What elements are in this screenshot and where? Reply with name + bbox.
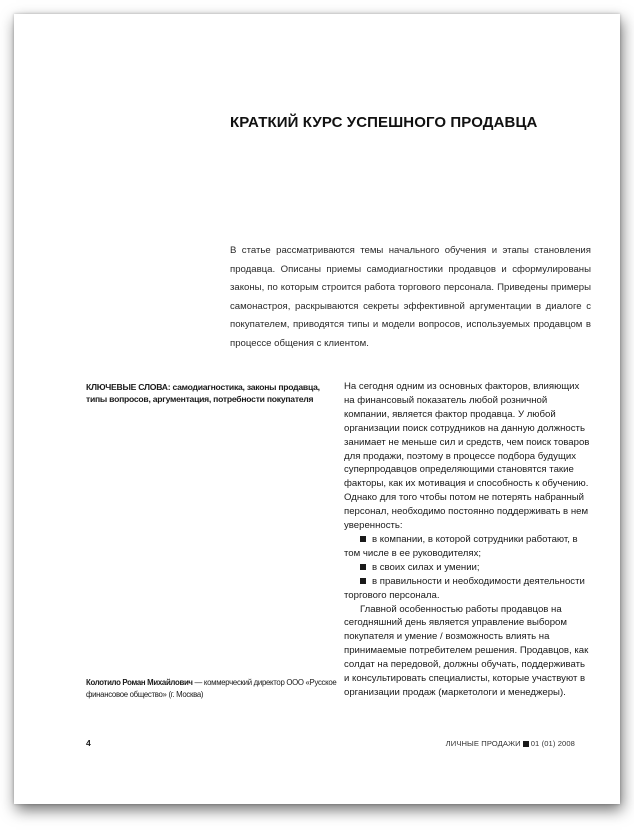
list-item-text: в правильности и необходимости деятельности торгового персонала. [344,575,585,601]
square-separator-icon [523,741,529,747]
list-item [344,561,592,575]
author-role: — коммерческий директор ООО «Русское финансовое общество» (г. Москва) [86,678,337,699]
square-bullet-icon [360,578,366,584]
list-item-text: в своих силах и умении; [372,561,480,573]
keywords: КЛЮЧЕВЫЕ СЛОВА: самодиагностика, законы продавца, типы вопросов, аргументация, потребности покупателя [86,382,320,404]
list-item-text: в компании, в которой сотрудники работают, в том числе в ее руководителях; [344,533,578,559]
article-title: КРАТКИЙ КУРС УСПЕШНОГО ПРОДАВЦА [230,114,538,131]
list-item [344,533,592,561]
document-page [14,14,620,804]
square-bullet-icon [360,536,366,542]
body-paragraph: Главной особенностью работы продавцов на сегодняшний день является управление выбором покупателя и умение / возможность влиять на принимаемые потребителем решения. Продавцов, как солдат на передовой, должны обучать, поддерживать и консультировать специалисты, которые участвуют в организации продаж (маркетологи и менеджеры). [344,603,589,698]
running-footer [446,739,575,748]
body-paragraph: На сегодня одним из основных факторов, влияющих на финансовый показатель любой розничной компании, является фактор продавца. У любой организации поиск сотрудников на данную должность занимает не меньше сил и средств, чем поиск товаров для продажи, поэтому в процессе подбора будущих суперпродавцов определяющими становятся такие факторы, как их мотивация и способность к обучению. Однако для того чтобы потом не потерять набранный персонал, необходимо постоянно поддерживать в нем уверенность: [344,381,590,532]
article-body [344,380,592,700]
list-item [344,575,592,603]
issue-number: 01 (01) 2008 [530,739,575,748]
square-bullet-icon [360,564,366,570]
article-abstract: В статье рассматриваются темы начального обучения и этапы становления продавца. Описаны приемы самодиагностики продавцов и сформулированы законы, по которым строится работа торгового персонала. Приведены примеры самонастроя, раскрываются секреты эффективной аргументации в диалоге с покупателем, приводятся типы и модели вопросов, используемых продавцом в процессе общения с клиентом. [230,245,591,349]
page-number: 4 [86,738,91,748]
journal-name: ЛИЧНЫЕ ПРОДАЖИ [445,739,521,748]
author-name: Колотило Роман Михайлович [86,678,193,687]
author-info [86,677,338,700]
